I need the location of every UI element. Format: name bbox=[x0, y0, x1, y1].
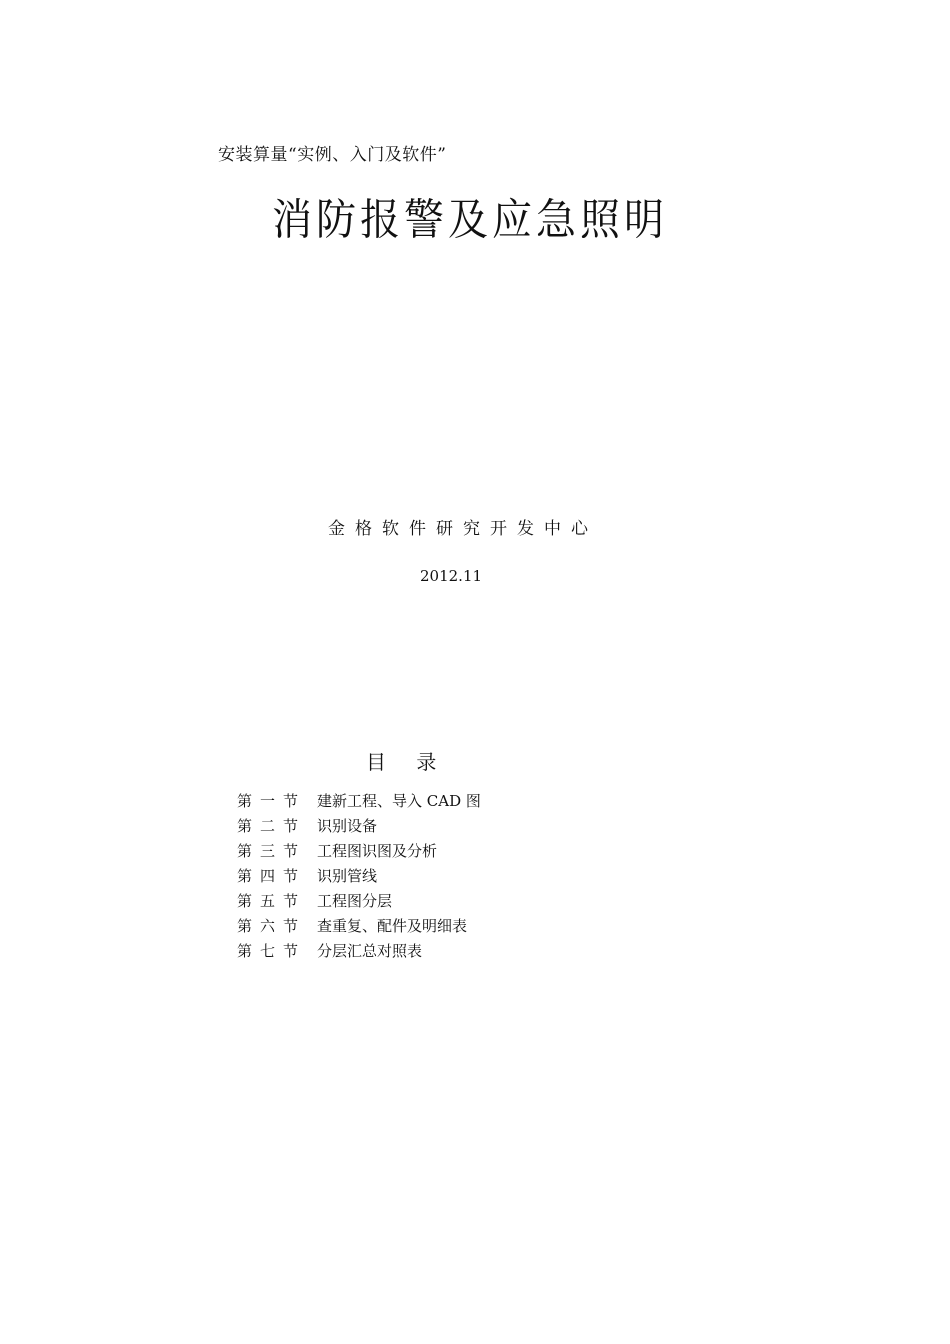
publisher-name: 金格软件研究开发中心 bbox=[328, 519, 598, 539]
toc-section-title: 识别设备 bbox=[317, 817, 378, 835]
toc-item bbox=[237, 839, 481, 864]
toc-item bbox=[237, 914, 481, 939]
toc-section-number: 第三节 bbox=[237, 842, 307, 860]
toc-section-number: 第一节 bbox=[237, 792, 307, 810]
toc-section-number: 第二节 bbox=[237, 817, 307, 835]
toc-section-title: 查重复、配件及明细表 bbox=[317, 917, 468, 935]
toc-section-number: 第六节 bbox=[237, 917, 307, 935]
toc-section-title: 分层汇总对照表 bbox=[317, 942, 423, 960]
toc-item bbox=[237, 864, 481, 889]
publication-date: 2012.11 bbox=[420, 567, 483, 585]
toc-item bbox=[237, 789, 481, 814]
toc-section-title: 建新工程、导入 CAD 图 bbox=[317, 792, 481, 810]
document-title: 消防报警及应急照明 bbox=[272, 195, 668, 246]
toc-item bbox=[237, 814, 481, 839]
toc-item bbox=[237, 939, 481, 964]
toc-section-number: 第四节 bbox=[237, 867, 307, 885]
series-label: 安装算量“实例、入门及软件” bbox=[218, 145, 447, 165]
toc-item bbox=[237, 889, 481, 914]
toc-section-title: 工程图识图及分析 bbox=[317, 842, 438, 860]
table-of-contents bbox=[237, 789, 481, 964]
toc-section-title: 工程图分层 bbox=[317, 892, 393, 910]
toc-section-number: 第七节 bbox=[237, 942, 307, 960]
toc-heading: 目 录 bbox=[366, 750, 449, 774]
toc-section-title: 识别管线 bbox=[317, 867, 378, 885]
toc-section-number: 第五节 bbox=[237, 892, 307, 910]
